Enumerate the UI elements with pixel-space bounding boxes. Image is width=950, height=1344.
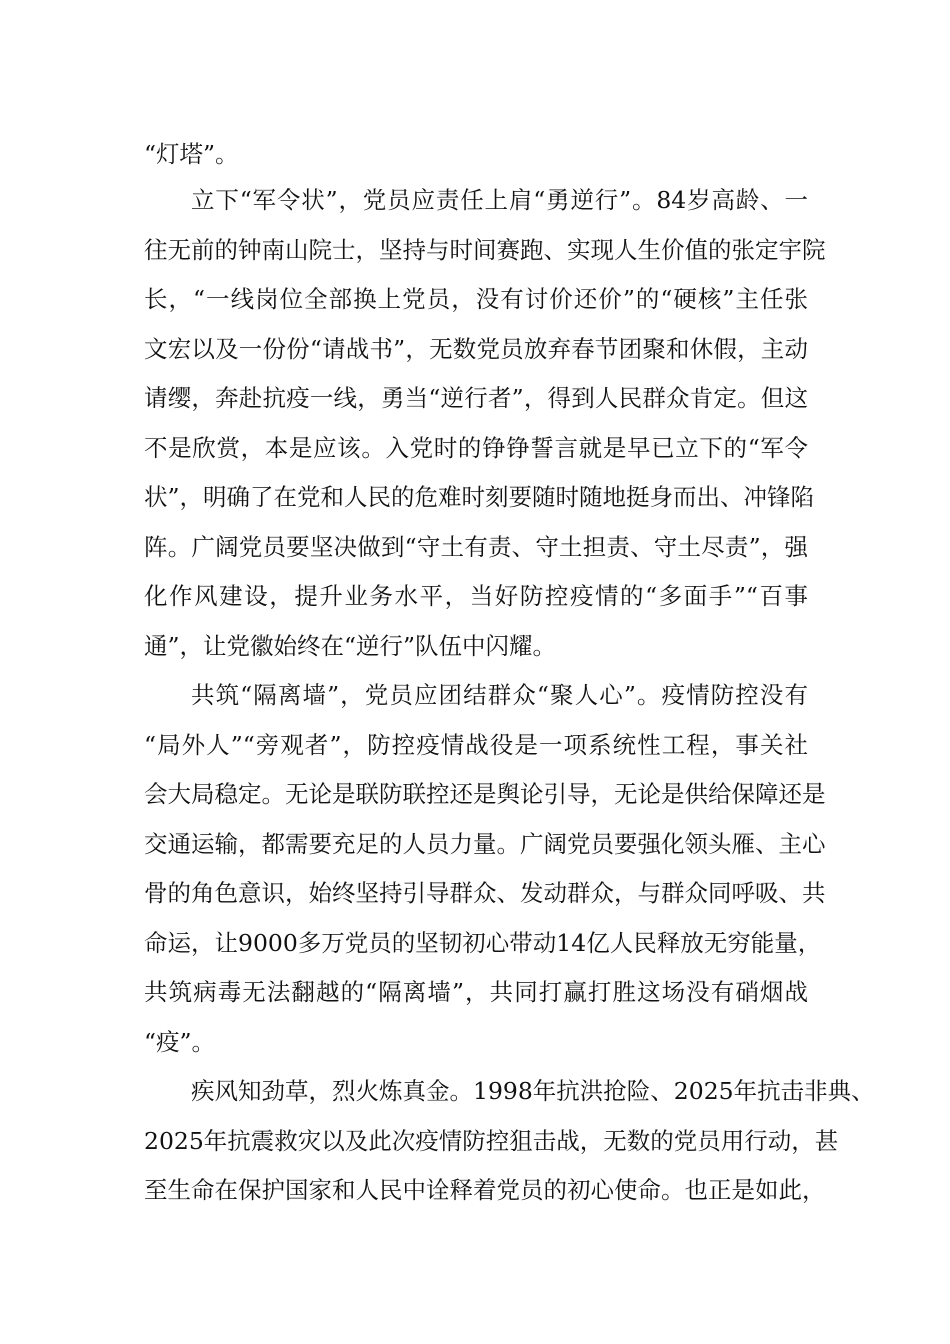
paragraph-first-line: 立下“军令状”，党员应责任上肩“勇逆行”。84岁高龄、一 xyxy=(191,186,808,214)
text-line: 长，“一线岗位全部换上党员，没有讨价还价”的“硬核”主任张 xyxy=(144,285,808,313)
text-line: “局外人”“旁观者”，防控疫情战役是一项系统性工程，事关社 xyxy=(144,731,808,759)
paragraph-first-line: 疾风知劲草，烈火炼真金。1998年抗洪抢险、2025年抗击非典、 xyxy=(191,1077,875,1105)
text-line: 会大局稳定。无论是联防联控还是舆论引导，无论是供给保障还是 xyxy=(144,780,826,808)
text-line: 交通运输，都需要充足的人员力量。广阔党员要强化领头雁、主心 xyxy=(144,830,826,858)
text-line: 不是欣赏，本是应该。入党时的铮铮誓言就是早已立下的“军令 xyxy=(144,434,808,462)
text-line: 命运，让9000多万党员的坚韧初心带动14亿人民释放无穷能量， xyxy=(144,929,822,957)
text-line: 共筑病毒无法翻越的“隔离墙”，共同打赢打胜这场没有硝烟战 xyxy=(144,978,808,1006)
text-line: 化作风建设，提升业务水平，当好防控疫情的“多面手”“百事 xyxy=(144,582,808,610)
text-line: 2025年抗震救灾以及此次疫情防控狙击战，无数的党员用行动，甚 xyxy=(144,1127,839,1155)
text-line: 请缨，奔赴抗疫一线，勇当“逆行者”，得到人民群众肯定。但这 xyxy=(144,384,808,412)
text-line: “灯塔”。 xyxy=(144,140,239,168)
text-line: 至生命在保护国家和人民中诠释着党员的初心使命。也正是如此， xyxy=(144,1176,826,1204)
text-line: 阵。广阔党员要坚决做到“守土有责、守土担责、守土尽责”，强 xyxy=(144,533,808,561)
text-line: 通”，让党徽始终在“逆行”队伍中闪耀。 xyxy=(144,632,557,660)
text-line: 骨的角色意识，始终坚持引导群众、发动群众，与群众同呼吸、共 xyxy=(144,879,826,907)
text-line: 状”，明确了在党和人民的危难时刻要随时随地挺身而出、冲锋陷 xyxy=(144,483,815,511)
text-line: 文宏以及一份份“请战书”，无数党员放弃春节团聚和休假，主动 xyxy=(144,335,808,363)
text-line: 往无前的钟南山院士，坚持与时间赛跑、实现人生价值的张定宇院 xyxy=(144,236,826,264)
paragraph-first-line: 共筑“隔离墙”，党员应团结群众“聚人心”。疫情防控没有 xyxy=(191,681,808,709)
text-line: “疫”。 xyxy=(144,1028,216,1056)
